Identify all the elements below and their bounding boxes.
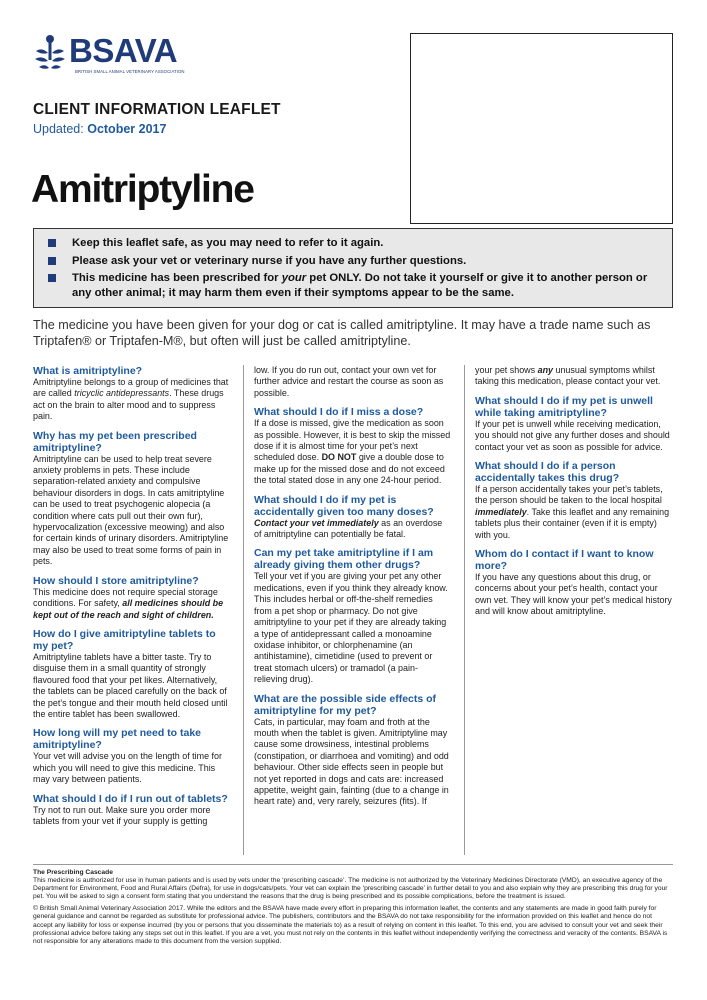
section-text (33, 377, 230, 423)
leaflet-type: CLIENT INFORMATION LEAFLET (33, 101, 281, 118)
notice-item (48, 271, 662, 300)
text-part: If a dose is missed, give the medication as soon as possible. However, it is best to skip the missed dose if it is almost time for your pet’s next scheduled dose. (254, 418, 451, 463)
section-text (254, 418, 451, 486)
section-heading: What should I do if a person accidentally takes this drug? (475, 460, 620, 485)
section-text: Amitriptyline can be used to help treat severe anxiety problems in pets. These include separation-related anxiety and compulsive behaviour disorders in dogs. In cats amitriptyline can be used to treat psychogenic alopecia (a condition where cats pull out their own fur), hypervocalization (excessive meowing) and also for certain kinds of urinary disorders. Amitriptyline may also be used to treat some forms of pain in pets. (33, 453, 229, 567)
bsava-emblem-icon (33, 33, 67, 73)
cascade-text: This medicine is authorized for use in human patients and is used by vets under the ‘prescribing cascade’. The medicine is not authorized by the Veterinary Medicines Directorate (VMD), an executive agency of the Department for Environment, Food and Rural Affairs (Defra), for use in dogs/cats/pets. Your vet can explain the ‘prescribing cascade’ in further detail to you and also explain why they are prescribing this drug for your pet. You will be asked to sign a consent form stating that you understand the reasons that the drug is being prescribed and its possible complications, before the treatment is issued. (33, 877, 668, 901)
text-part: If a person accidentally takes your pet’s tablets, the person should be taken to the local hospital (475, 484, 663, 506)
section-text: If you have any questions about this drug, or concerns about your pet’s health, contact your own vet. They will know your pet’s medical history and will know about amitriptyline. (475, 572, 672, 617)
text-part: Amitriptyline belongs to a group of medicines that are called (33, 377, 229, 399)
section-text (254, 518, 451, 541)
section-text: Cats, in particular, may foam and froth at the mouth when the tablet is given. Amitriptyline may cause some drowsiness, intestinal problems (constipation, or diarrhoea and vomiting) and odd behaviour. Other side effects seen in people but not yet reported in dogs and cats are: increased appetite, weight gain, fainting (due to a change in heart rate) and, very rarely, seizures (fits). If (254, 716, 449, 807)
notice-box (33, 228, 673, 308)
footer (33, 869, 673, 950)
notice-text: Please ask your vet or veterinary nurse if you have any further questions. (72, 254, 467, 267)
bsava-logo (33, 33, 193, 77)
section-text (475, 365, 672, 388)
text-part: This medicine does not require special storage conditions. For safety, (33, 586, 218, 609)
column-divider (243, 365, 244, 855)
text-part: . Take this leaflet and any remaining tablets plus their container (even if it is empty) with you. (475, 506, 670, 540)
intro-paragraph: The medicine you have been given for your dog or cat is called amitriptyline. It may have a trade name such as Triptafen® or Triptafen-M®, but often will just be called amitriptyline. (33, 318, 651, 348)
bullet-square-icon (48, 274, 56, 282)
section-text: If your pet is unwell while receiving medication, you should not give any further doses and should contact your vet as soon as possible for advice. (475, 418, 670, 452)
section-text: Amitriptyline tablets have a bitter taste. Try to disguise them in a small quantity of strongly flavoured food that your pet likes. Alternatively, the tablets can be placed carefully on the back of the pet’s tongue and their mouth held closed until the entire tablet has been swallowed. (33, 651, 228, 719)
section-heading: What are the possible side effects of amitriptyline for my pet? (254, 692, 437, 717)
section-heading: How should I store amitriptyline? (33, 574, 199, 587)
updated-line (33, 122, 166, 136)
section-text: Your vet will advise you on the length of time for which you will need to give this medicine. This may vary between patients. (33, 751, 222, 785)
section-text: Tell your vet if you are giving your pet any other medications, even if you think they already know. This includes herbal or off-the-shelf remedies from a pet shop or pharmacy. Do not give amitriptyline to your pet if they are already taking a type of antidepressant called a monoamine oxidase inhibitor, or chlorphenamine (an antihistamine), cimetidine (used to prevent or treat stomach ulcers) or tramadol (a pain-relieving drug). (254, 571, 448, 685)
section-heading: What is amitriptyline? (33, 365, 143, 377)
section-heading: How do I give amitriptyline tablets to my pet? (33, 627, 216, 652)
section-heading: What should I do if my pet is accidentally given too many doses? (254, 493, 434, 518)
logo-wordmark: BSAVA (69, 32, 178, 69)
updated-label: Updated: (33, 122, 84, 136)
page-title: Amitriptyline (31, 168, 254, 211)
section-heading: What should I do if my pet is unwell while taking amitriptyline? (475, 394, 653, 419)
bullet-square-icon (48, 257, 56, 265)
section-heading: What should I do if I run out of tablets? (33, 792, 228, 805)
section-text: low. If you do run out, contact your own vet for further advice and restart the course as soon as possible. (254, 365, 444, 398)
logo-subtitle: BRITISH SMALL ANIMAL VETERINARY ASSOCIATION (75, 69, 185, 74)
notice-text-emphasis: your (281, 272, 307, 284)
text-part: unusual symptoms whilst taking this medication, please contact your vet. (475, 365, 661, 387)
footer-divider (33, 864, 673, 865)
footer-heading: The Prescribing Cascade (33, 869, 113, 876)
content-column-2 (254, 365, 451, 815)
section-text (33, 587, 230, 621)
section-text: Try not to run out. Make sure you order more tablets from your vet if your supply is getting (33, 804, 211, 826)
section-heading: What should I do if I miss a dose? (254, 406, 424, 419)
section-heading: Can my pet take amitriptyline if I am already giving them other drugs? (254, 547, 434, 572)
content-column-1 (33, 365, 230, 834)
text-emphasis: any (537, 365, 553, 375)
text-part: . These drugs act on the brain to alter mood and to suppress pain. (33, 388, 224, 422)
section-text (475, 484, 672, 541)
text-part: as an overdose of amitriptyline can potentially be fatal. (254, 517, 443, 540)
notice-item (48, 254, 662, 269)
content-column-3 (475, 365, 672, 625)
text-part: your pet shows (475, 365, 538, 375)
notice-item (48, 236, 662, 251)
text-emphasis: tricyclic antidepressants (74, 388, 170, 399)
text-part: give a double dose to make up for the missed dose and do not exceed the total stated dose in any one 24-hour period. (254, 452, 445, 486)
notice-text (72, 271, 662, 300)
photo-placeholder-box (410, 33, 673, 224)
notice-text: Keep this leaflet safe, as you may need to refer to it again. (72, 237, 384, 249)
text-emphasis: all medicines should be kept out of the reach and sight of children. (33, 598, 224, 620)
section-heading: How long will my pet need to take amitriptyline? (33, 727, 202, 752)
text-emphasis: immediately (475, 506, 527, 517)
section-heading: Why has my pet been prescribed amitriptyline? (33, 429, 197, 454)
notice-text-part: This medicine has been prescribed for (72, 272, 282, 284)
text-emphasis: DO NOT (321, 452, 357, 463)
column-divider (464, 365, 465, 855)
notice-text-part: pet ONLY. Do not take it yourself or give it to another person or any other animal; it may harm them even if their symptoms appear to be the same. (72, 272, 648, 299)
copyright-text: © British Small Animal Veterinary Association 2017. While the editors and the BSAVA have made every effort in preparing this information leaflet, the contents and any statements are made in good faith purely for general guidance and cannot be regarded as substitute for professional advice. The publishers, contributors and the BSAVA do not take responsibility for the information provided on this leaflet and hence do not accept any liability for loss or expense incurred (by you or persons that you disseminate the materials to) as a result of relying on content in this leaflet. To this end, you are advised to consult your vet and seek their professional advice before taking any steps set out in this leaflet. If you are a vet, you must not rely on the contents in this leaflet without independently verifying the correctness and veracity of the contents. BSAVA is not responsible for any alterations made to this document from the version supplied. (33, 905, 668, 945)
section-heading: Whom do I contact if I want to know more? (475, 548, 654, 573)
updated-date: October 2017 (87, 122, 167, 136)
text-emphasis: Contact your vet immediately (254, 517, 379, 528)
bullet-square-icon (48, 239, 56, 247)
